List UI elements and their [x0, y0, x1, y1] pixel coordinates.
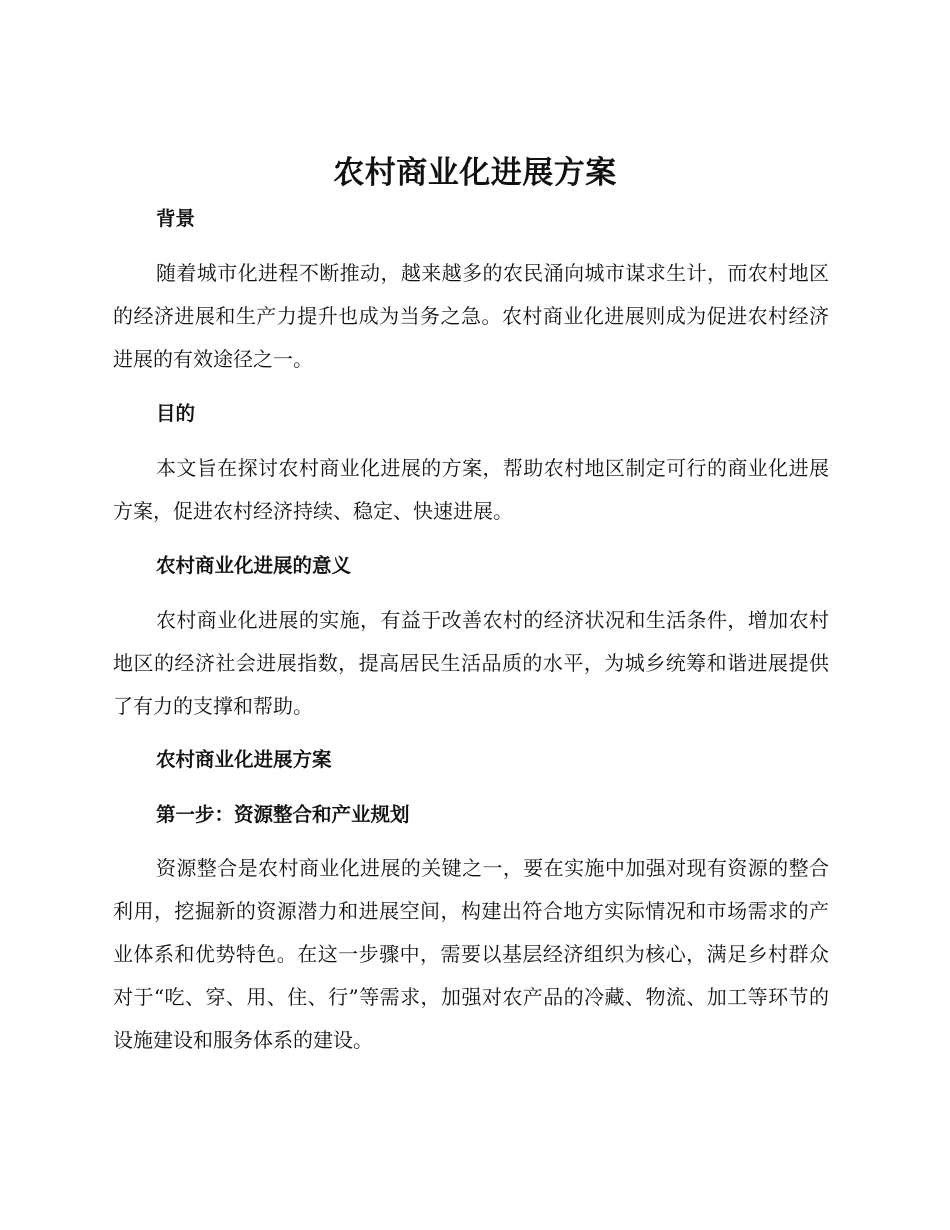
section-paragraph-step-one: 资源整合是农村商业化进展的关键之一，要在实施中加强对现有资源的整合利用，挖掘新的资源潜力和进展空间，构建出符合地方实际情况和市场需求的产业体系和优势特色。在这一步骤中，需要以基层经济组织为核心，满足乡村群众对于“吃、穿、用、住、行”等需求，加强对农产品的冷藏、物流、加工等环节的设施建设和服务体系的建设。 [113, 856, 829, 1052]
section-heading-purpose: 目的 [156, 402, 196, 425]
document-title: 农村商业化进展方案 [333, 155, 617, 191]
section-paragraph-significance: 农村商业化进展的实施，有益于改善农村的经济状况和生活条件，增加农村地区的经济社会进展指数，提高居民生活品质的水平，为城乡统筹和谐进展提供了有力的支撑和帮助。 [113, 608, 829, 718]
section-paragraph-purpose: 本文旨在探讨农村商业化进展的方案，帮助农村地区制定可行的商业化进展方案，促进农村经济持续、稳定、快速进展。 [113, 456, 829, 523]
section-heading-plan: 农村商业化进展方案 [156, 748, 332, 771]
section-heading-significance: 农村商业化进展的意义 [156, 554, 352, 577]
section-paragraph-background: 随着城市化进程不断推动，越来越多的农民涌向城市谋求生计，而农村地区的经济进展和生产力提升也成为当务之急。农村商业化进展则成为促进农村经济进展的有效途径之一。 [113, 261, 829, 371]
section-heading-background: 背景 [156, 207, 196, 230]
section-heading-step-one: 第一步：资源整合和产业规划 [156, 803, 410, 826]
